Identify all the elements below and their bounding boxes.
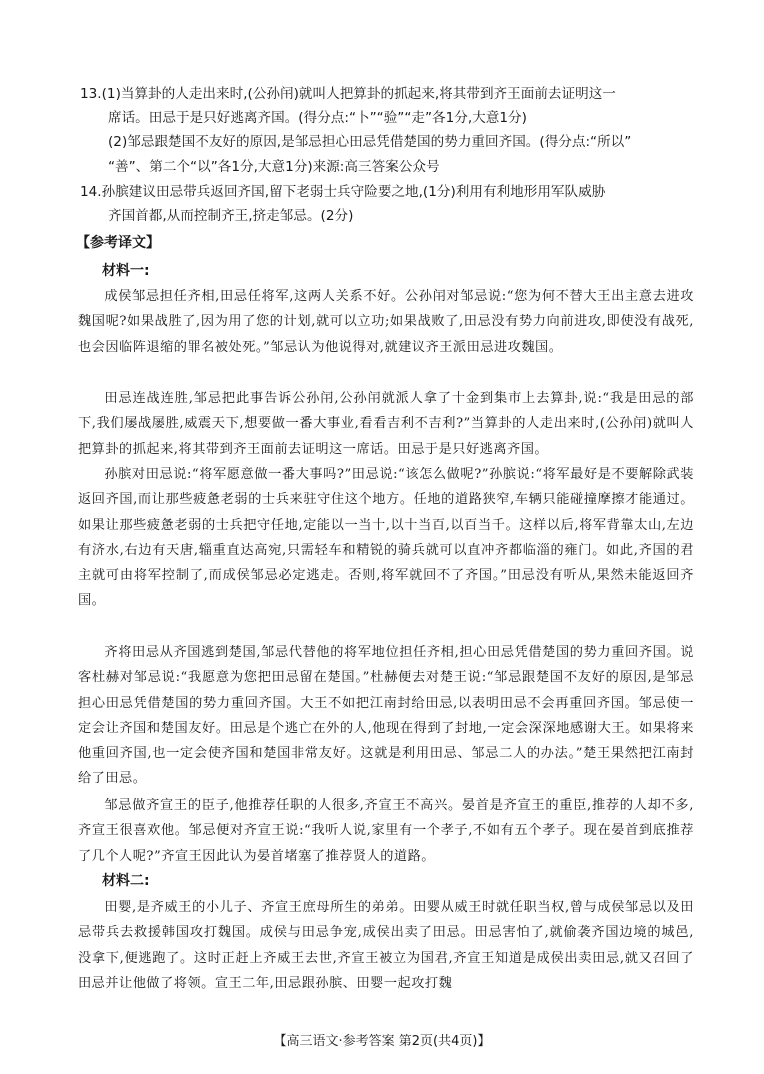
material1-paragraph-2: 田忌连战连胜,邹忌把此事告诉公孙闬,公孙闬就派人拿了十金到集市上去算卦,说:“我是田忌的部下,我们屡战屡胜,威震天下,想要做一番大事业,看看吉利不吉利?”当算卦的人走出来时,(公孙闬)就叫人把算卦的抓起来,将其带到齐王面前去证明这一席话。田忌于是只好逃离齐国。 — [78, 391, 694, 457]
answer-13-1-line1: 13.(1)当算卦的人走出来时,(公孙闬)就叫人把算卦的抓起来,将其带到齐王面前去证明这一 — [80, 86, 616, 102]
material2-title: 材料二: — [102, 873, 150, 889]
material2-paragraph-1: 田婴,是齐威王的小儿子、齐宣王庶母所生的弟弟。田婴从威王时就任职当权,曾与成侯邹忌以及田忌带兵去救援韩国攻打魏国。成侯与田忌争宠,成侯出卖了田忌。田忌害怕了,就偷袭齐国边境的城邑,没拿下,便逃跑了。这时正赶上齐威王去世,齐宣王被立为国君,齐宣王知道是成侯出卖田忌,就又召回了田忌并让他做了将领。宣王二年,田忌跟孙膑、田婴一起攻打魏 — [78, 900, 694, 991]
material1-paragraph-5: 邹忌做齐宣王的臣子,他推荐任职的人很多,齐宣王不高兴。晏首是齐宣王的重臣,推荐的人却不多,齐宣王很喜欢他。邹忌便对齐宣王说:“我听人说,家里有一个孝子,不如有五个孝子。现在晏首到底推荐了几个人呢?”齐宣王因此认为晏首堵塞了推荐贤人的道路。 — [78, 798, 694, 864]
answer-13-2-line1: (2)邹忌跟楚国不友好的原因,是邹忌担心田忌凭借楚国的势力重回齐国。(得分点:“所以” — [108, 134, 632, 150]
answer-14-line1: 14.孙膑建议田忌带兵返回齐国,留下老弱士兵守险要之地,(1分)利用有利地形用军队威胁 — [80, 184, 606, 200]
material1-title: 材料一: — [102, 263, 150, 279]
page-footer: 【高三语文·参考答案 第2页(共4页)】 — [273, 1034, 491, 1049]
material1-paragraph-3: 孙膑对田忌说:“将军愿意做一番大事吗?”田忌说:“该怎么做呢?”孙膑说:“将军最好是不要解除武装返回齐国,而让那些疲惫老弱的士兵来驻守住这个地方。任地的道路狭窄,车辆只能碰撞摩擦才能通过。如果让那些疲惫老弱的士兵把守任地,定能以一当十,以十当百,以百当千。这样以后,将军背靠太山,左边有济水,右边有天唐,辎重直达高宛,只需轻车和精锐的骑兵就可以直冲齐都临淄的雍门。如此,齐国的君主就可由将军控制了,而成侯邹忌必定逃走。否则,将军就回不了齐国。”田忌没有听从,果然未能返回齐国。 — [78, 467, 694, 609]
translation-heading: 【参考译文】 — [76, 235, 160, 251]
answer-13-2-line2: “善”、第二个“以”各1分,大意1分)来源:高三答案公众号 — [108, 159, 440, 175]
material1-paragraph-1: 成侯邹忌担任齐相,田忌任将军,这两人关系不好。公孙闬对邹忌说:“您为何不替大王出主意去进攻魏国呢?如果战胜了,因为用了您的计划,就可以立功;如果战败了,田忌没有势力向前进攻,即使没有战死,也会因临阵退缩的罪名被处死。”邹忌认为他说得对,就建议齐王派田忌进攻魏国。 — [78, 289, 694, 355]
material1-paragraph-4: 齐将田忌从齐国逃到楚国,邹忌代替他的将军地位担任齐相,担心田忌凭借楚国的势力重回齐国。说客杜赫对邹忌说:“我愿意为您把田忌留在楚国。”杜赫便去对楚王说:“邹忌跟楚国不友好的原因,是邹忌担心田忌凭借楚国的势力重回齐国。大王不如把江南封给田忌,以表明田忌不会再重回齐国。邹忌使一定会让齐国和楚国友好。田忌是个逃亡在外的人,他现在得到了封地,一定会深深地感谢大王。如果将来他重回齐国,也一定会使齐国和楚国非常友好。这就是利用田忌、邹忌二人的办法。”楚王果然把江南封给了田忌。 — [78, 645, 694, 787]
answer-14-line2: 齐国首都,从而控制齐王,挤走邹忌。(2分) — [108, 208, 354, 224]
answer-13-1-line2: 席话。田忌于是只好逃离齐国。(得分点:“卜”“验”“走”各1分,大意1分) — [108, 110, 527, 126]
